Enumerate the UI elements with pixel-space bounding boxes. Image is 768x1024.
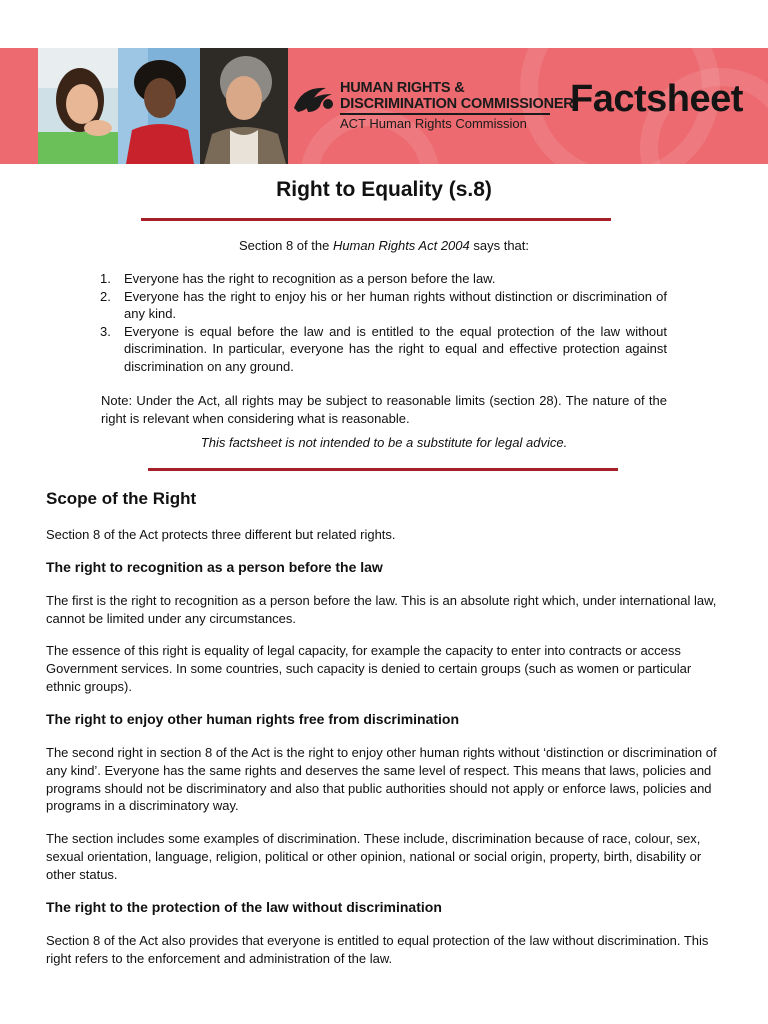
list-item	[100, 270, 667, 288]
section-heading-scope: Scope of the Right	[46, 489, 197, 508]
list-number: 2.	[100, 288, 111, 304]
photo-older-woman	[200, 48, 288, 164]
factsheet-badge: Factsheet	[570, 78, 743, 120]
intro-after: says that:	[469, 238, 529, 253]
subheading-protection: The right to the protection of the law without discrimination	[46, 899, 442, 915]
note-text: Note: Under the Act, all rights may be subject to reasonable limits (section 28). The nature of the right is relevant when considering what is reasonable.	[101, 393, 667, 426]
header-banner	[0, 48, 768, 164]
commission-emblem-icon	[292, 82, 336, 116]
list-item	[100, 288, 667, 323]
disclaimer: This factsheet is not intended to be a substitute for legal advice.	[200, 435, 568, 450]
list-number: 1.	[100, 271, 111, 286]
recognition-paragraph-1: The first is the right to recognition as a person before the law. This is an absolute right which, under international law, cannot be limited under any circumstances.	[46, 593, 717, 626]
logo-text-line3: ACT Human Rights Commission	[340, 116, 527, 131]
scope-intro: Section 8 of the Act protects three different but related rights.	[46, 527, 396, 542]
list-text: Everyone has the right to enjoy his or her human rights without distinction or discrimination of any kind.	[124, 288, 667, 321]
photo-girl	[38, 48, 118, 164]
intro-before: Section 8 of the	[238, 238, 333, 253]
list-text: Everyone has the right to recognition as a person before the law.	[124, 271, 496, 286]
intro-line	[0, 238, 768, 254]
photo-young-man	[118, 48, 200, 164]
list-number: 3.	[100, 323, 111, 339]
protection-paragraph-1: Section 8 of the Act also provides that everyone is entitled to equal protection of the law without discrimination. This right refers to the enforcement and administration of the law.	[46, 933, 709, 966]
list-item	[100, 323, 667, 376]
logo-text-line1: HUMAN RIGHTS &	[340, 80, 465, 96]
subheading-enjoy-rights: The right to enjoy other human rights free from discrimination	[46, 711, 460, 727]
enjoy-paragraph-1: The second right in section 8 of the Act is the right to enjoy other human rights without ‘distinction or discrimination of any kind’. Everyone has the same rights and deserves the same level of respect. This means that laws, policies and programs should not be discriminatory and also that public authorities should not apply or enforce laws, policies and programs in a discriminatory way.	[46, 745, 717, 814]
page-title: Right to Equality (s.8)	[276, 178, 492, 201]
enjoy-paragraph-2: The section includes some examples of discrimination. These include, discrimination because of race, colour, sex, sexual orientation, language, religion, political or other opinion, national or social origin, property, birth, disability or other status.	[46, 831, 702, 882]
logo-text-line2: DISCRIMINATION COMMISSIONER	[340, 96, 574, 112]
recognition-paragraph-2: The essence of this right is equality of legal capacity, for example the capacity to enter into contracts or access Government services. In some countries, such capacity is denied to certain groups (such as women or particular ethnic groups).	[46, 643, 692, 694]
subheading-recognition: The right to recognition as a person before the law	[46, 559, 383, 575]
title-divider	[141, 218, 611, 221]
section-divider	[148, 468, 618, 471]
act-name: Human Rights Act 2004	[332, 238, 470, 253]
logo-divider	[340, 113, 550, 115]
list-text: Everyone is equal before the law and is entitled to the equal protection of the law without discrimination. In particular, everyone has the right to equal and effective protection against discrimination on any ground.	[124, 323, 667, 374]
rights-list	[100, 270, 667, 375]
commission-logo	[292, 78, 574, 138]
